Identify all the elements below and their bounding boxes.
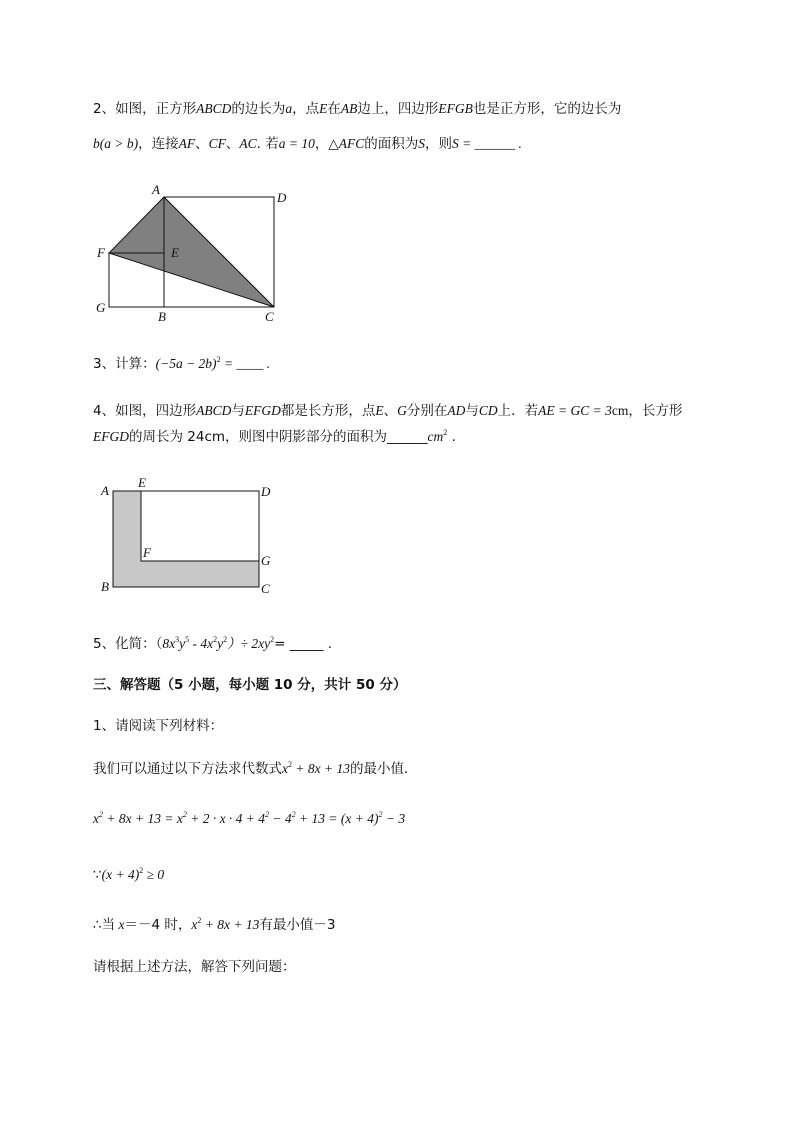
exponent: 2 (443, 428, 448, 437)
exponent: 5 (185, 635, 190, 644)
label-c: C (265, 309, 274, 324)
therefore-expression: + 8x + 13 (201, 917, 260, 932)
exponent: 3 (175, 635, 180, 644)
q2-text: ，△ (314, 136, 339, 152)
eq-part: − 4 (269, 811, 292, 826)
q5-text: 5、化简：（ (93, 636, 163, 652)
eq-part: x (93, 811, 99, 826)
because-expression: ≥ 0 (143, 867, 165, 882)
q2-text: ，则 (425, 136, 452, 152)
exponent: 2 (139, 866, 144, 875)
intro-expression: x (282, 761, 288, 776)
eq-part: + 8x + 13 = x (103, 811, 183, 826)
intro-text: 的最小值． (349, 761, 418, 777)
eq-part: + 2 · x · 4 + 4 (186, 811, 266, 826)
separator: 、 (225, 136, 240, 152)
label-a: A (152, 182, 160, 197)
because-expression: (x + 4) (101, 867, 140, 882)
term: ）÷ 2xy (227, 636, 271, 651)
exponent: 2 (216, 355, 221, 364)
q4-text: 都是长方形，点 (280, 403, 376, 419)
exponent: 2 (270, 635, 275, 644)
term: 8x (162, 636, 176, 651)
exponent: 2 (265, 810, 270, 819)
q5-line (93, 635, 332, 653)
intro-text: 我们可以通过以下方法求代数式 (93, 761, 282, 777)
because-symbol: ∵ (93, 867, 102, 883)
q4-text: 分别在 (406, 403, 448, 419)
intro-expression: + 8x + 13 (292, 761, 350, 776)
term: y (179, 636, 186, 651)
segment-ad: AD (447, 403, 466, 418)
q2-text: ，连接 (138, 136, 179, 152)
section-heading: 三、解答题（5 小题，每小题 10 分，共计 50 分） (93, 677, 407, 693)
answer-blank: = ____ . (220, 356, 271, 371)
therefore-text: ＝－4 时， (124, 917, 192, 933)
label-e: E (171, 245, 179, 260)
closing-instruction: 请根据上述方法，解答下列问题： (93, 959, 296, 975)
unit-cm2: cm (427, 429, 444, 444)
q3-text: 3、计算： (93, 356, 156, 372)
q2-text: 的面积为 (364, 136, 419, 152)
point-e: E (319, 101, 328, 116)
triangle-afc: AFC (338, 136, 365, 151)
eq-part: + 13 = (x + 4) (295, 811, 379, 826)
exponent: 2 (378, 810, 383, 819)
segment-ab: AB (340, 101, 358, 116)
q4-text: 4、如图，四边形 (93, 403, 197, 419)
rect-efgd-edges (141, 491, 259, 561)
exponent: 2 (182, 810, 187, 819)
condition-ae-gc: AE = GC = 3 (538, 403, 612, 418)
exponent: 2 (291, 810, 296, 819)
var-a: a (285, 101, 293, 116)
q4-text: 与 (231, 403, 245, 419)
q2-text: . 若 (256, 136, 279, 152)
exponent: 2 (99, 810, 103, 819)
rect-efgd: EFGD (93, 429, 129, 444)
q2-text: 也是正方形，它的边长为 (472, 101, 622, 117)
label-d: D (261, 484, 271, 499)
therefore-line (93, 916, 335, 934)
label-g: G (96, 300, 106, 315)
answer-blank: = _____ . (274, 636, 333, 652)
q2-text: 边上，四边形 (357, 101, 439, 117)
rect-abcd: ABCD (196, 403, 232, 418)
because-line (93, 866, 164, 884)
exponent: 2 (213, 635, 218, 644)
therefore-expression: x (191, 917, 198, 932)
label-f: F (97, 245, 105, 260)
segment-cd: CD (478, 403, 498, 418)
label-e: E (138, 475, 146, 490)
shaded-l-region (113, 491, 259, 587)
p1-intro (93, 760, 417, 778)
exponent: 2 (288, 760, 292, 769)
label-b: B (101, 579, 109, 594)
rect-efgd: EFGD (244, 403, 281, 418)
unit-cm: cm (611, 403, 629, 418)
therefore-text: ∴当 (93, 917, 116, 933)
q4-text: ，长方形 (628, 403, 683, 419)
separator: 、 (195, 136, 209, 152)
q2-text: 在 (327, 101, 341, 117)
segment-ac: AC (239, 136, 257, 151)
q2-text: 2、如图，正方形 (93, 101, 197, 117)
therefore-text: 有最小值－3 (259, 917, 336, 933)
q2-text: ，点 (292, 101, 320, 117)
p1-title: 1、请阅读下列材料： (93, 718, 224, 734)
var-x: x (115, 917, 125, 932)
q4-text: 上．若 (497, 403, 539, 419)
q2-text: 的边长为 (231, 101, 286, 117)
condition-a-gt-b: b(a > b) (93, 136, 139, 151)
point-e: E (375, 403, 384, 418)
point-g: G (397, 403, 407, 418)
q4-text: 的周长为 24cm，则图中阴影部分的面积为______ (129, 429, 428, 445)
label-f: F (143, 545, 151, 560)
q4-text: 、 (383, 403, 398, 419)
term: y (217, 636, 224, 651)
label-g: G (261, 553, 271, 568)
exponent: 2 (197, 916, 202, 925)
q4-text: . (447, 429, 456, 445)
condition-a-10: a = 10 (278, 136, 315, 151)
square-efgb: EFGB (438, 101, 473, 116)
square-abcd: ABCD (196, 101, 232, 116)
segment-af: AF (178, 136, 196, 151)
eq-part: − 3 (382, 811, 406, 826)
label-a: A (101, 483, 109, 498)
completing-square-equation (93, 810, 405, 828)
label-b: B (158, 309, 166, 324)
label-c: C (261, 581, 270, 596)
q3-expression: (−5a − 2b) (155, 356, 217, 371)
answer-blank: S = ______ . (452, 136, 522, 151)
term: - 4x (189, 636, 214, 651)
q4-text: 与 (465, 403, 479, 419)
segment-cf: CF (208, 136, 226, 151)
var-s: S (418, 136, 425, 151)
label-d: D (277, 190, 287, 205)
exponent: 2 (223, 635, 228, 644)
